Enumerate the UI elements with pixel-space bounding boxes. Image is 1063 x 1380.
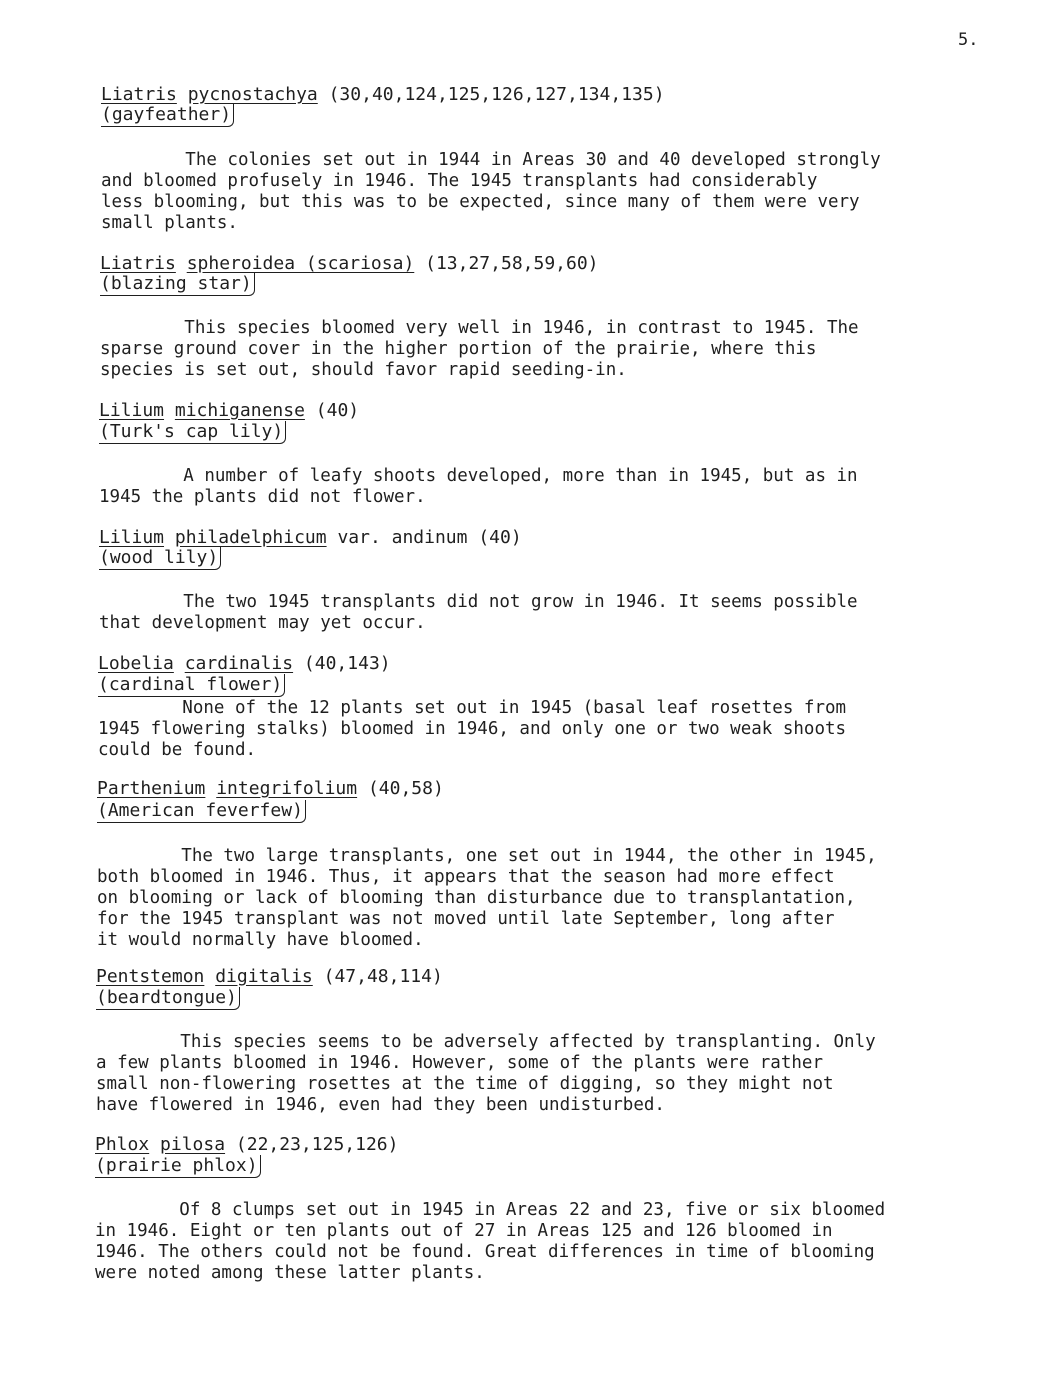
page-number: 5.	[958, 30, 979, 50]
paragraph-line: Of 8 clumps set out in 1945 in Areas 22 and 23, five or six bloomed	[95, 1200, 886, 1220]
paragraph-line: None of the 12 plants set out in 1945 (basal leaf rosettes from	[98, 698, 847, 718]
paragraph-line: small plants.	[101, 213, 238, 233]
species-name: michiganense	[174, 400, 305, 421]
area-numbers: (13,27,58,59,60)	[425, 253, 599, 274]
paragraph-line: The two 1945 transplants did not grow in 1946. It seems possible	[99, 592, 858, 612]
paragraph-line: The colonies set out in 1944 in Areas 30 and 40 developed strongly	[101, 150, 881, 170]
species-name: spheroidea (scariosa)	[186, 253, 415, 274]
common-name: (Turk's cap lily)	[99, 421, 286, 444]
paragraph-line: This species seems to be adversely affected by transplanting. Only	[96, 1032, 876, 1052]
genus-name: Liatris	[101, 84, 177, 105]
genus-name: Lilium	[99, 527, 165, 548]
common-name: (wood lily)	[99, 547, 221, 570]
paragraph-line: sparse ground cover in the higher portion of the prairie, where this	[100, 339, 817, 359]
paragraph-line: 1946. The others could not be found. Great differences in time of blooming	[95, 1242, 875, 1262]
paragraph-line: that development may yet occur.	[99, 613, 426, 633]
area-numbers: (22,23,125,126)	[235, 1134, 399, 1155]
paragraph-line: 1945 flowering stalks) bloomed in 1946, and only one or two weak shoots	[98, 719, 847, 739]
paragraph-line: 1945 the plants did not flower.	[99, 487, 426, 507]
genus-name: Parthenium	[97, 778, 206, 799]
common-name: (blazing star)	[100, 273, 255, 296]
genus-name: Lilium	[99, 400, 165, 421]
area-numbers: (30,40,124,125,126,127,134,135)	[328, 84, 665, 105]
common-name: (prairie phlox)	[95, 1155, 261, 1178]
species-name: pilosa	[160, 1134, 226, 1155]
species-heading	[96, 966, 443, 988]
common-name: (beardtongue)	[96, 987, 240, 1010]
paragraph-line: in 1946. Eight or ten plants out of 27 in Areas 125 and 126 bloomed in	[95, 1221, 833, 1241]
species-name: digitalis	[215, 966, 313, 987]
area-numbers: (40)	[315, 400, 360, 421]
paragraph-line: on blooming or lack of blooming than disturbance due to transplantation,	[97, 888, 856, 908]
genus-name: Pentstemon	[96, 966, 205, 987]
paragraph-line: The two large transplants, one set out in 1944, the other in 1945,	[97, 846, 877, 866]
species-heading	[98, 653, 391, 675]
paragraph-line: have flowered in 1946, even had they been undisturbed.	[96, 1095, 665, 1115]
paragraph-line: This species bloomed very well in 1946, in contrast to 1945. The	[100, 318, 859, 338]
area-numbers: (40)	[478, 527, 522, 548]
genus-name: Lobelia	[98, 653, 174, 674]
paragraph-line: were noted among these latter plants.	[95, 1263, 485, 1283]
paragraph-line: A number of leafy shoots developed, more than in 1945, but as in	[99, 466, 858, 486]
paragraph-line: it would normally have bloomed.	[97, 930, 424, 950]
species-heading	[99, 527, 522, 549]
paragraph-line: less blooming, but this was to be expected, since many of them were very	[101, 192, 860, 212]
genus-name: Liatris	[100, 253, 176, 274]
species-name: pycnostachya	[187, 84, 318, 105]
paragraph-line: for the 1945 transplant was not moved until late September, long after	[97, 909, 835, 929]
common-name: (cardinal flower)	[98, 674, 285, 697]
genus-name: Phlox	[95, 1134, 150, 1155]
species-heading	[97, 778, 444, 800]
species-heading	[100, 253, 599, 275]
area-numbers: (40,58)	[367, 778, 444, 799]
paragraph-line: species is set out, should favor rapid seeding-in.	[100, 360, 627, 380]
paragraph-line: could be found.	[98, 740, 257, 760]
species-name: philadelphicum	[174, 527, 327, 548]
paragraph-line: and bloomed profusely in 1946. The 1945 transplants had considerably	[101, 171, 818, 191]
variety-name: var. andinum	[337, 527, 468, 548]
species-heading	[95, 1134, 398, 1156]
paragraph-line: small non-flowering rosettes at the time of digging, so they might not	[96, 1074, 834, 1094]
paragraph-line: both bloomed in 1946. Thus, it appears that the season had more effect	[97, 867, 835, 887]
common-name: (American feverfew)	[97, 800, 306, 823]
area-numbers: (40,143)	[303, 653, 391, 674]
paragraph-line: a few plants bloomed in 1946. However, some of the plants were rather	[96, 1053, 823, 1073]
area-numbers: (47,48,114)	[323, 966, 443, 987]
species-name: integrifolium	[216, 778, 358, 799]
species-heading	[101, 84, 665, 106]
species-name: cardinalis	[184, 653, 294, 674]
species-heading	[99, 400, 359, 422]
common-name: (gayfeather)	[101, 104, 234, 127]
